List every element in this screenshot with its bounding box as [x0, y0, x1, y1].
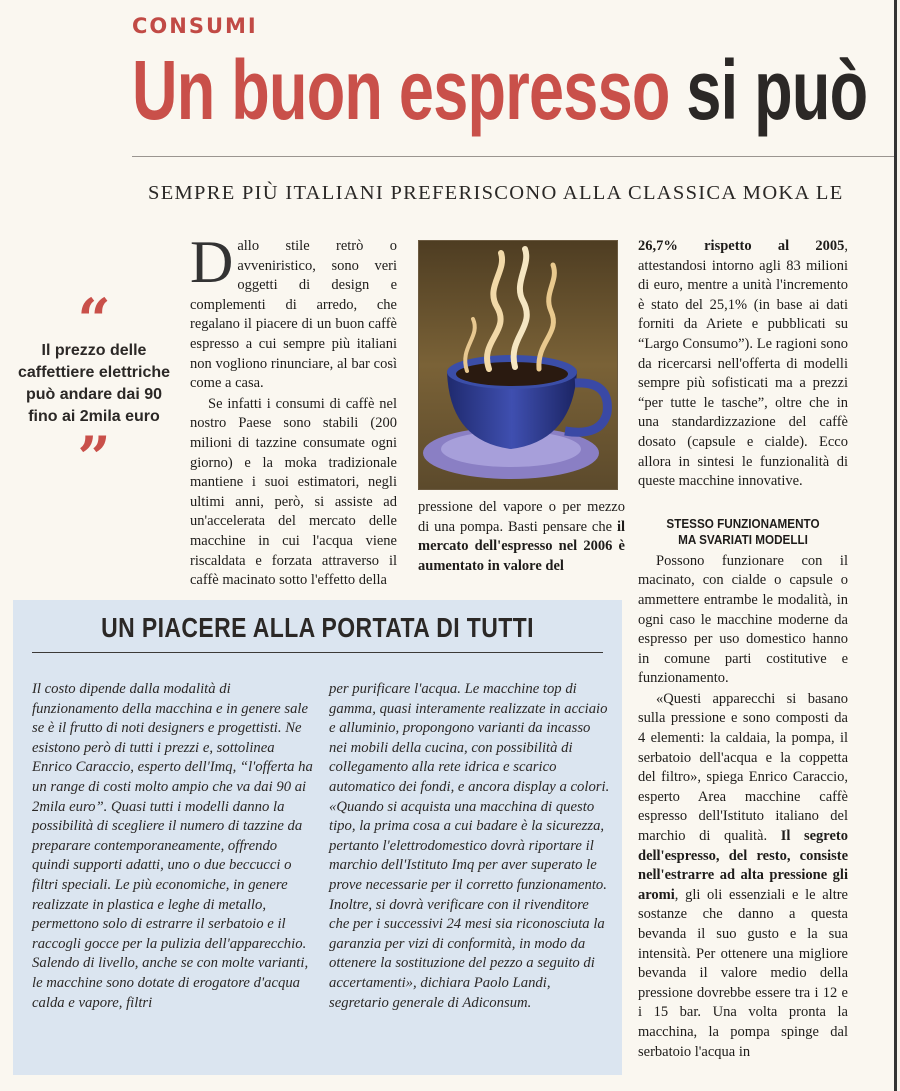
headline-dark-part: si può — [686, 43, 868, 137]
headline-red-part: Un buon espresso — [132, 43, 670, 137]
article-bold-text: Il segreto dell'espresso, del resto, consiste nell'estrarre ad alta pressione gli aromi — [638, 828, 848, 903]
article-column-1 — [190, 229, 397, 591]
article-text: pressione del vapore o per mezzo di una pompa. Basti pensare che — [418, 499, 625, 535]
article-column-3 — [638, 237, 848, 1062]
article-paragraph: allo stile retrò o avveniristico, sono veri oggetti di design e complementi di arredo, che regalano il piacere di un buon caffè espresso a cui sempre più italiani non vogliono rinunciare, al bar così come a casa. — [190, 238, 397, 392]
article-paragraph: Se infatti i consumi di caffè nel nostro Paese sono stabili (200 milioni di tazzine consumate ogni giorno) e la moka tradizionale mantiene i suoi estimatori, negli ultimi anni, però, si assiste ad un'accelerata del mercato delle macchine in cui l'acqua viene riscaldata e forzata attraverso il caffè macinato sotto l'effetto della — [190, 395, 397, 589]
coffee-cup-icon — [419, 241, 617, 489]
pullquote-text: Il prezzo delle caffettiere elettriche può andare dai 90 fino ai 2mila euro — [17, 342, 171, 425]
pullquote — [10, 286, 178, 492]
box-column-2: per purificare l'acqua. Le macchine top di gamma, quasi interamente realizzate in acciaio e alluminio, propongono varianti da incasso nei mobili della cucina, con possibilità di collegamento alla rete idrica e scarico automatico dei fondi, e ancora display a colori. «Quando si acquista una macchina di questo tipo, la prima cosa a cui badare è la sicurezza, pertanto l'elettrodomestico dovrà riportare il marchio dell'Istituto Imq per aver superato le prove necessarie per il corretto funzionamento. Inoltre, si dovrà verificare con il rivenditore che per i successivi 24 mesi sia riconosciuta la garanzia per vizi di conformità, in modo da ottenere la sostituzione del pezzo a seguito di accertamenti», dichiara Paolo Landi, segretario generale di Adiconsum. — [329, 681, 610, 1011]
drop-cap: D — [190, 229, 234, 295]
headline — [132, 40, 867, 140]
close-quote-icon: ” — [77, 424, 111, 492]
article-text: , gli oli essenziali e le altre sostanze che danno a questa bevanda il suo gusto e la sua intensità. Per ottenere una migliore bevanda il valore medio della pressione dovrebbe essere tra i 12 e i 15 bar. Una volta pronta la macchina, la pompa spinge dal serbatoio l'acqua in — [638, 886, 848, 1060]
subtitle-line: STESSO FUNZIONAMENTO — [666, 515, 820, 531]
coffee-cup-illustration — [418, 240, 618, 490]
box-column-1: Il costo dipende dalla modalità di funzionamento della macchina e in genere sale se è il frutto di noti designers e progettisti. Ne esistono però di tutti i prezzi e, sottolinea Enrico Caraccio, esperto dell'Imq, “l'offerta ha un range di costi molto ampio che va dai 90 ai 2mila euro”. Quasi tutti i modelli danno la possibilità di scegliere il numero di tazzine da preparare contemporaneamente, offrendo quindi supporti adatti, uno o due beccucci o filtri speciali. Le più economiche, in genere realizzate in plastica e leghe di metallo, permettono solo di estrarre il serbatoio e il raccogli gocce per la pulizia dell'apparecchio. Salendo di livello, anche se con molte varianti, le macchine sono dotate di erogatore d'acqua calda e vapore, filtri — [32, 681, 313, 1011]
article-bold-text: il mercato dell'espresso nel 2006 è aumentato in valore del — [418, 518, 625, 574]
section-label: CONSUMI — [132, 14, 258, 38]
sidebar-box — [13, 600, 622, 1075]
headline-divider — [132, 156, 894, 157]
subtitle-line: MA SVARIATI MODELLI — [678, 531, 808, 547]
article-bold-text: 26,7% rispetto al 2005 — [638, 238, 845, 254]
article-column-2 — [418, 498, 625, 576]
article-text: «Questi apparecchi si basano sulla pressione e sono composti da 4 elementi: la caldaia, la pompa, il serbatoio dell'acqua e la coppetta del filtro», spiega Enrico Caraccio, esperto Area macchine caffè espresso dell'Istituto italiano del marchio di qualità. — [638, 690, 848, 845]
box-title: UN PIACERE ALLA PORTATA DI TUTTI — [101, 612, 534, 643]
open-quote-icon: “ — [77, 286, 111, 354]
box-divider — [32, 652, 603, 653]
subhead: SEMPRE PIÙ ITALIANI PREFERISCONO ALLA CLASSICA MOKA LE — [148, 182, 844, 204]
article-text: , attestandosi intorno agli 83 milioni di euro, mentre a unità l'incremento è stato del 25,1% (in base ai dati forniti da Ariete e pubblicati su “Largo Consumo”). Le ragioni sono da ricercarsi nell'offerta di modelli sempre più sofisticati ma a prezzi “per tutte le tasche”, oltre che in una standardizzazione del caffè dosato (capsule e cialde). Ecco allora in sintesi le funzionalità di queste macchine innovative. — [638, 238, 848, 490]
article-paragraph: Possono funzionare con il macinato, con cialde o capsule o ammettere entrambe le modalità, in ogni caso le macchine moderne da espresso per uso domestico hanno in comune parti costitutive e funzionamento. — [638, 552, 848, 687]
section-subtitle — [649, 516, 838, 548]
